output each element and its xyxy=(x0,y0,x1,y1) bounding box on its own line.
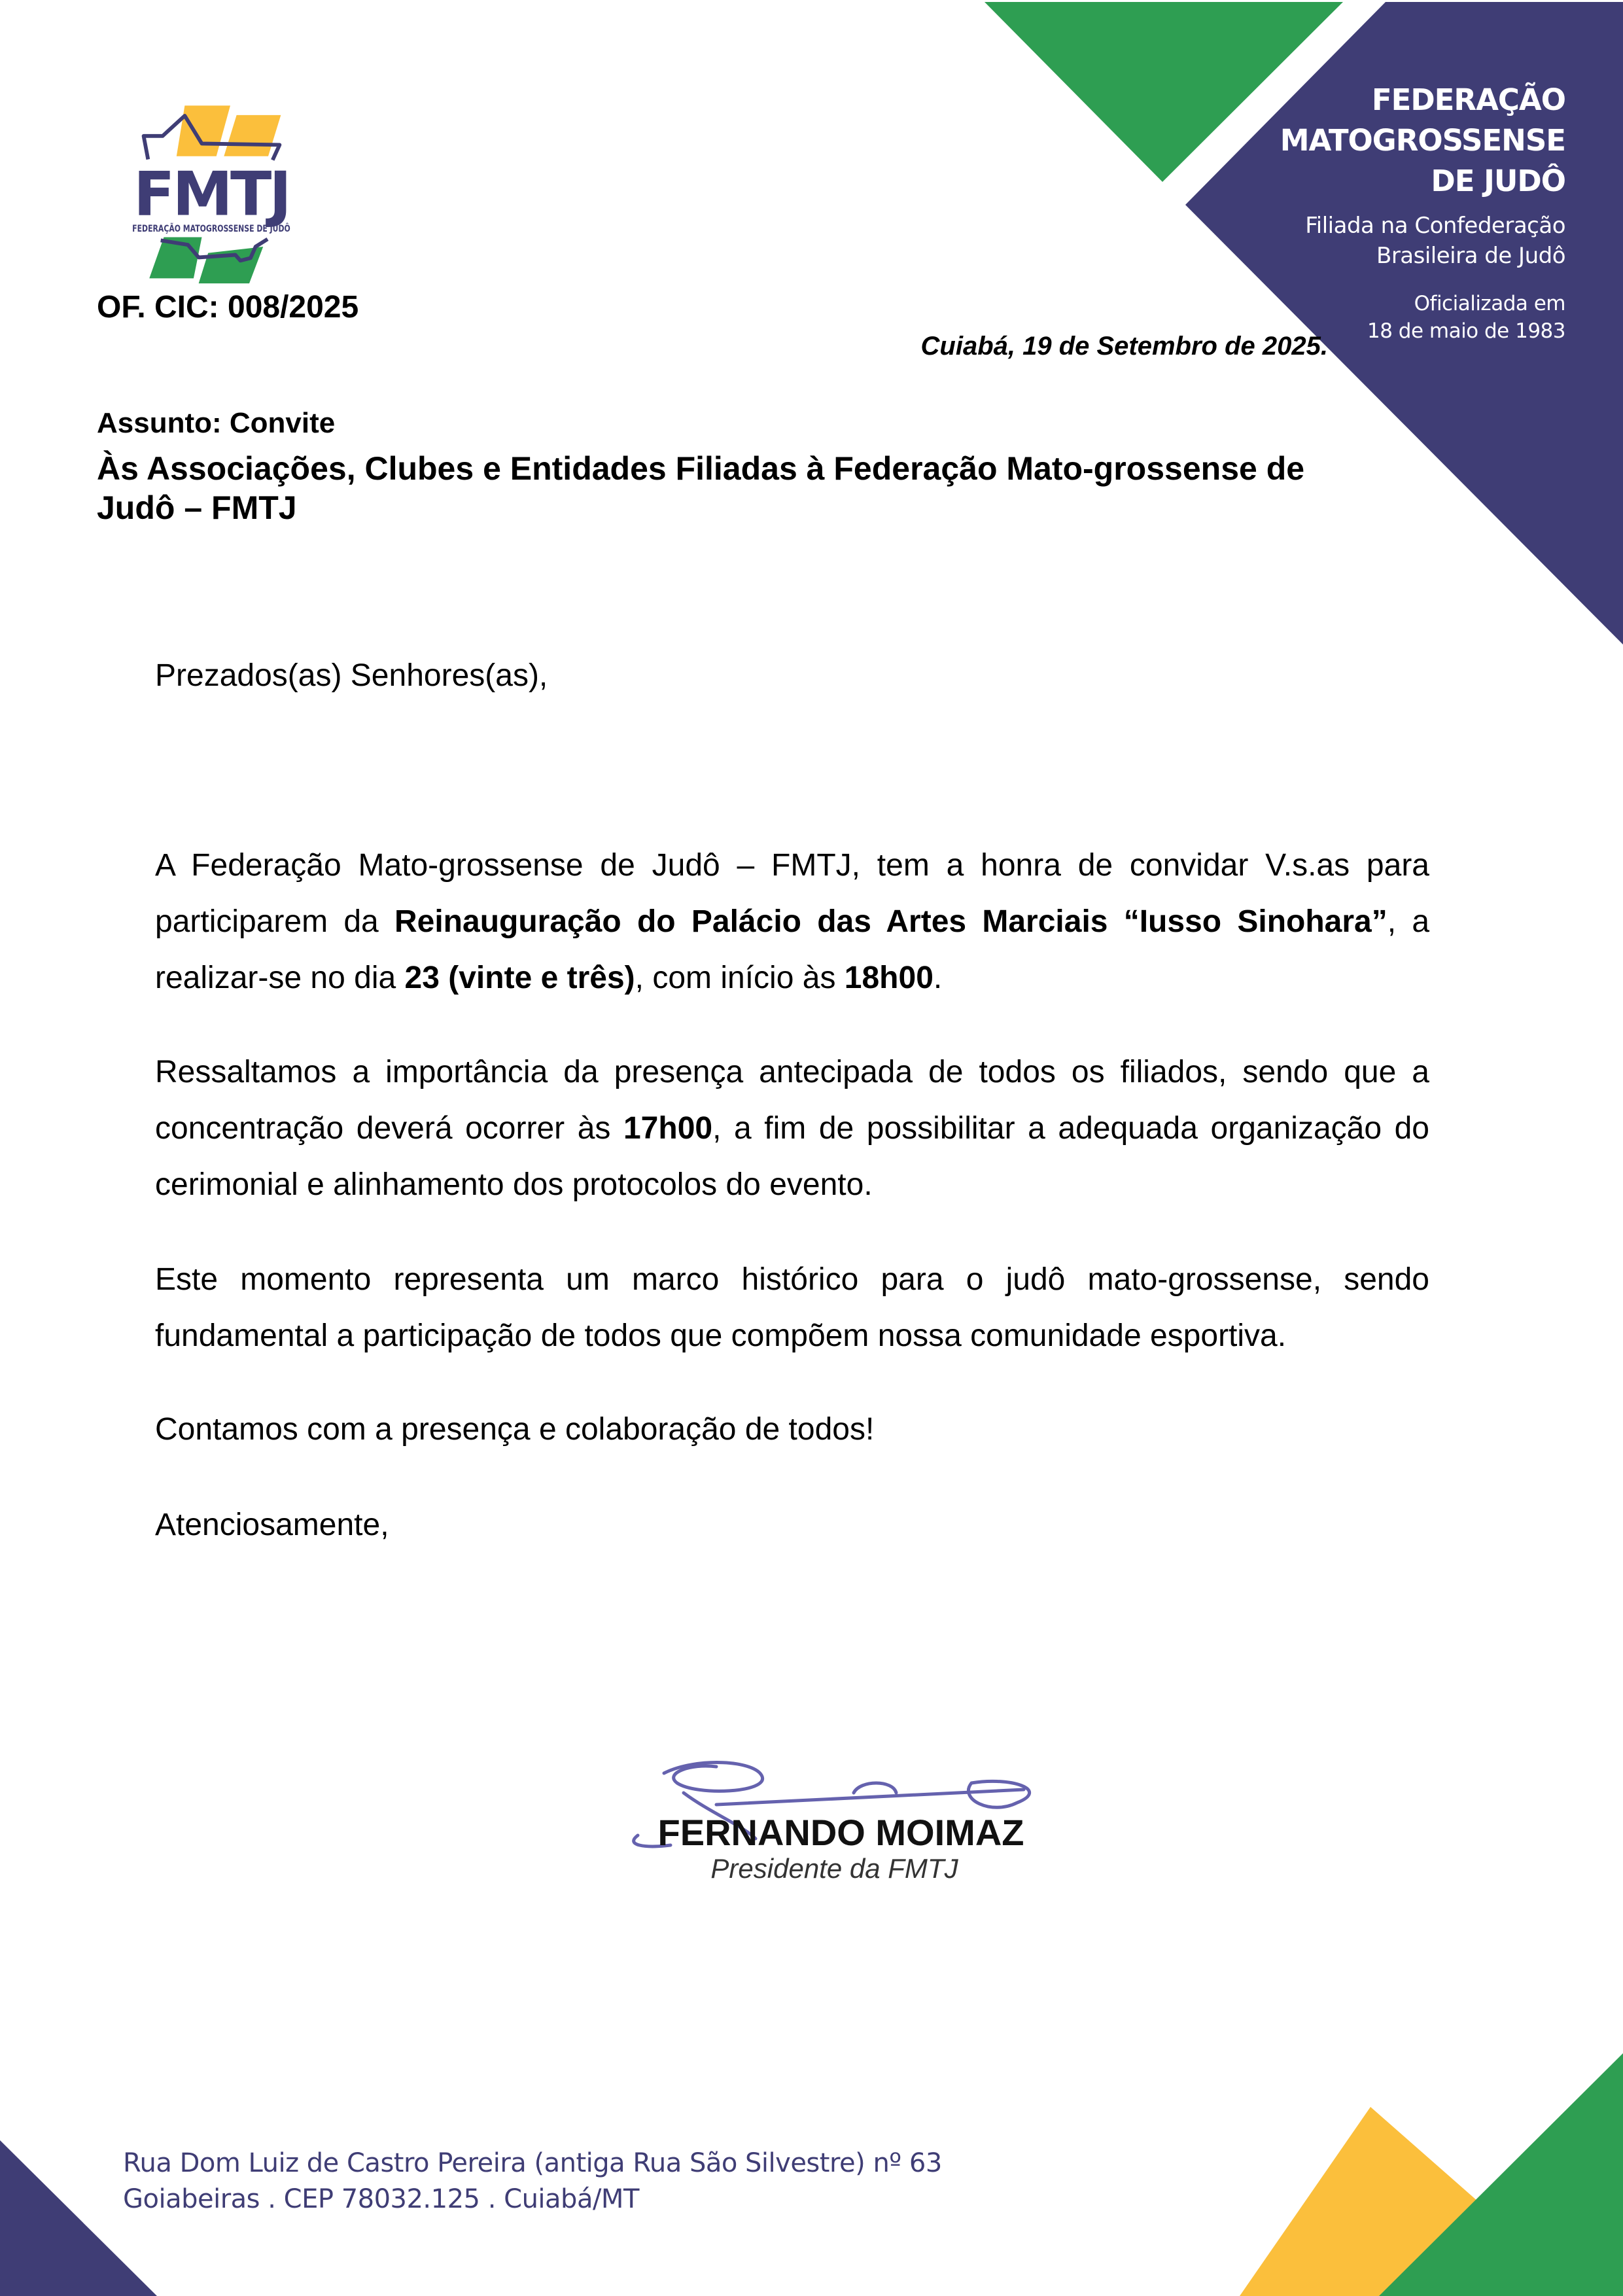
footer-address-line2: Goiabeiras . CEP 78032.125 . Cuiabá/MT xyxy=(123,2184,639,2214)
logo-letters: FMTJ xyxy=(133,158,290,230)
letter-subject: Assunto: Convite xyxy=(97,407,336,439)
letter-recipient: Às Associações, Clubes e Entidades Filiadas à Federação Mato-grossense de Judô – FMTJ xyxy=(97,450,1305,526)
signatory-role xyxy=(0,1853,1623,1884)
paragraph-milestone: Este momento representa um marco histórico para o judô mato-grossense, sendo fundamental a participação de todos que compõem nossa comunidade esportiva. xyxy=(155,1262,1429,1353)
letter-greeting: Prezados(as) Senhores(as), xyxy=(155,658,548,693)
header-affiliation-line: Brasileira de Judô xyxy=(1376,243,1565,269)
header-federation-name xyxy=(1280,80,1565,202)
concentration-time: 17h00 xyxy=(623,1111,713,1146)
header-official-line: 18 de maio de 1983 xyxy=(1367,319,1565,343)
header-affiliation xyxy=(1305,211,1565,271)
logo-yellow-bar-right xyxy=(224,115,281,156)
paragraph-concentration xyxy=(155,1044,1429,1213)
text: A Federação Mato-grossense de Judô – FMTJ, tem a honra de convidar V.s.as para participarem da xyxy=(155,848,1429,939)
header-title-line: MATOGROSSENSE xyxy=(1280,123,1565,158)
event-day: 23 (vinte e três) xyxy=(404,961,635,995)
letter-date: Cuiabá, 19 de Setembro de 2025. xyxy=(920,332,1328,361)
text: Ressaltamos a importância da presença antecipada de todos os filiados, sendo que a concentração deverá ocorrer às xyxy=(155,1055,1429,1146)
header-affiliation-line: Filiada na Confederação xyxy=(1305,213,1565,239)
text: , a realizar-se no dia xyxy=(155,904,1430,995)
logo-tagline: FEDERAÇÃO MATOGROSSENSE D xyxy=(132,223,306,234)
header-official-date xyxy=(1367,290,1565,345)
text: . xyxy=(933,961,943,995)
header-title-line: DE JUDÔ xyxy=(1431,164,1565,198)
event-name: Reinauguração do Palácio das Artes Marciais “Iusso Sinohara” xyxy=(394,904,1387,939)
fmtj-logo xyxy=(116,95,306,285)
text: , com início às xyxy=(635,961,845,995)
header-official-line: Oficializada em xyxy=(1414,292,1565,315)
letter-closing: Atenciosamente, xyxy=(155,1508,389,1542)
logo-yellow-bar-left xyxy=(177,105,230,156)
signatory-name-text: FERNANDO MOIMAZ xyxy=(657,1812,1024,1853)
event-time: 18h00 xyxy=(844,961,934,995)
paragraph-invitation xyxy=(155,838,1429,1006)
text: , a fim de possibilitar a adequada organização do cerimonial e alinhamento dos protocolos do evento. xyxy=(155,1111,1430,1202)
letter-reference: OF. CIC: 008/2025 xyxy=(97,290,359,325)
paragraph-thanks: Contamos com a presença e colaboração de todos! xyxy=(155,1412,875,1447)
signatory-name xyxy=(0,1811,1623,1854)
footer-address-line1: Rua Dom Luiz de Castro Pereira (antiga Rua São Silvestre) nº 63 xyxy=(123,2148,942,2178)
header-title-line: FEDERAÇÃO xyxy=(1371,82,1565,117)
signatory-role-text: Presidente da FMTJ xyxy=(710,1853,958,1884)
